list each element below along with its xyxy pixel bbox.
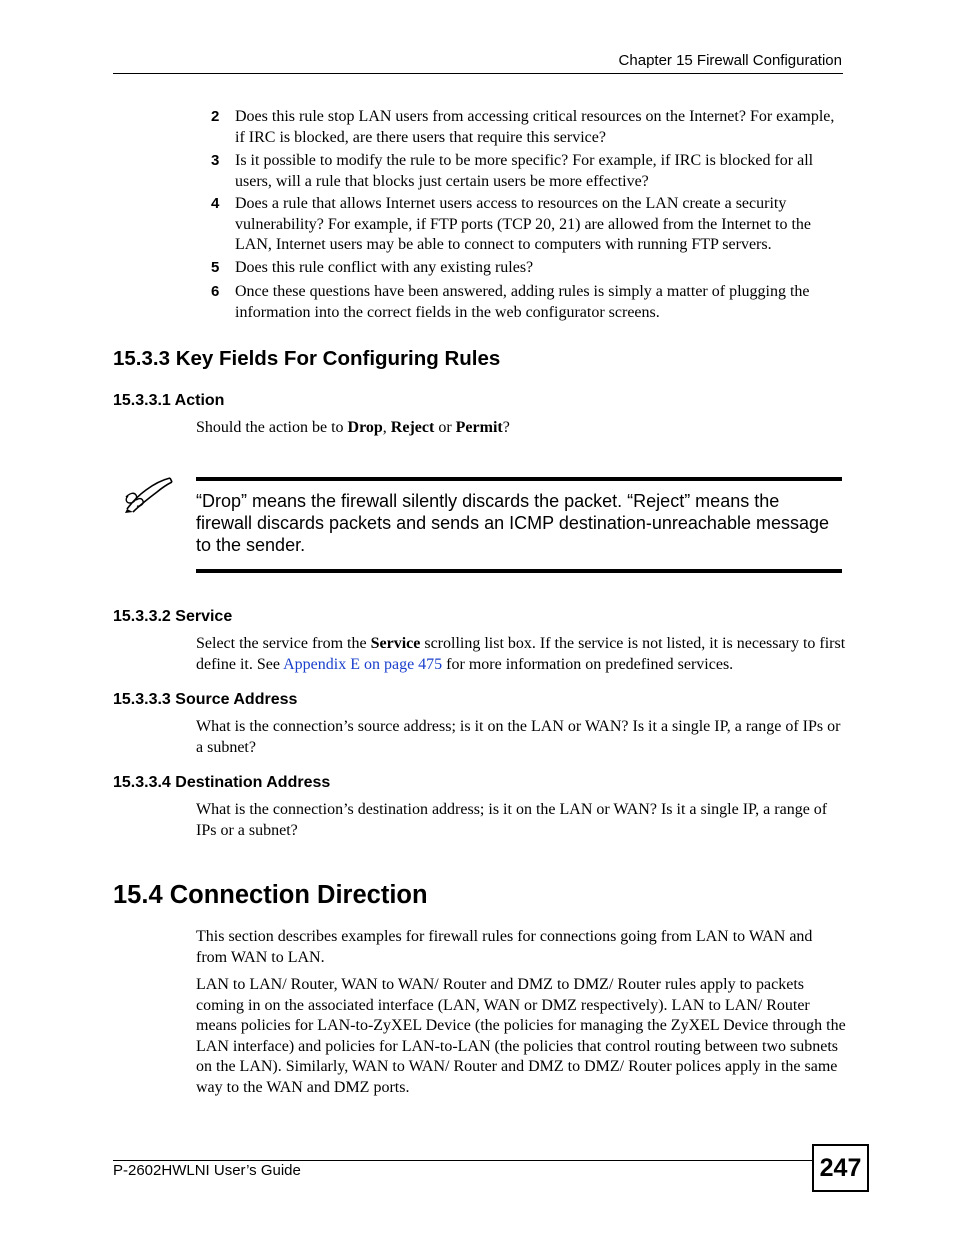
text: ? — [502, 419, 510, 436]
text: or — [434, 419, 456, 436]
appendix-link[interactable]: Appendix E on page 475 — [283, 655, 443, 673]
step-text: Does this rule stop LAN users from accessing critical resources on the Internet? For example, if IRC is blocked, are there users that require this service? — [235, 108, 835, 146]
text: for more information on predefined services. — [442, 655, 734, 673]
drop-term: Drop — [347, 419, 383, 436]
step-text: Does this rule conflict with any existing rules? — [235, 259, 534, 276]
step-number: 3 — [211, 152, 220, 169]
subsection-heading-source: 15.3.3.3 Source Address — [113, 691, 298, 708]
step-text: Is it possible to modify the rule to be more specific? For example, if IRC is blocked for all users, will a rule that blocks just certain users be more effective? — [235, 152, 814, 190]
section-heading: 15.3.3 Key Fields For Configuring Rules — [113, 347, 501, 370]
step-number: 4 — [211, 195, 220, 212]
subsection-heading-destination: 15.3.3.4 Destination Address — [113, 774, 331, 791]
action-paragraph — [196, 418, 846, 439]
list-item — [205, 151, 845, 192]
subsection-heading-service: 15.3.3.2 Service — [113, 608, 233, 625]
step-text: Once these questions have been answered, adding rules is simply a matter of plugging the information into the correct fields in the web configurator screens. — [235, 283, 810, 321]
guide-title: P-2602HWLNI User’s Guide — [113, 1162, 301, 1179]
step-number: 6 — [211, 283, 220, 300]
header-rule — [113, 73, 843, 74]
source-paragraph: What is the connection’s source address; is it on the LAN or WAN? Is it a single IP, a range of IPs or a subnet? — [196, 718, 841, 756]
page-number: 247 — [812, 1144, 869, 1192]
note-bottom-rule — [196, 569, 842, 573]
note-pencil-icon — [124, 476, 174, 514]
note-top-rule — [196, 477, 842, 481]
section-heading: 15.4 Connection Direction — [113, 881, 428, 909]
running-header: Chapter 15 Firewall Configuration — [618, 52, 842, 69]
connection-paragraph-2: LAN to LAN/ Router, WAN to WAN/ Router and DMZ to DMZ/ Router rules apply to packets coming in on the associated interface (LAN, WAN or DMZ respectively). LAN to LAN/ Router means policies for LAN-to-ZyXEL Device (the policies for managing the ZyXEL Device through the LAN interface) and policies for LAN-to-LAN (the policies that control routing between two subnets on the LAN). Similarly, WAN to WAN/ Router and DMZ to DMZ/ Router polices apply in the same way to the WAN and DMZ ports. — [196, 976, 846, 1096]
text: Should the action be to — [196, 419, 348, 436]
destination-paragraph: What is the connection’s destination address; is it on the LAN or WAN? Is it a single IP, a range of IPs or a subnet? — [196, 801, 828, 839]
service-term: Service — [370, 635, 421, 652]
permit-term: Permit — [455, 419, 503, 436]
service-paragraph — [196, 634, 846, 675]
text: Select the service from the — [196, 635, 371, 652]
connection-paragraph-1: This section describes examples for firewall rules for connections going from LAN to WAN and from WAN to LAN. — [196, 928, 813, 966]
step-number: 5 — [211, 259, 220, 276]
subsection-heading-action: 15.3.3.1 Action — [113, 392, 225, 409]
list-item — [205, 194, 845, 256]
reject-term: Reject — [390, 419, 435, 436]
text: scrolling list box. If the service is not listed, it is necessary to first define it. See — [196, 635, 846, 673]
text: , — [382, 419, 391, 436]
list-item — [205, 258, 845, 279]
list-item — [205, 282, 845, 323]
step-text: Does a rule that allows Internet users access to resources on the LAN create a security vulnerability? For example, if FTP ports (TCP 20, 21) are allowed from the Internet to the LAN, Internet users may be able to connect to computers with running FTP servers. — [235, 195, 812, 253]
list-item — [205, 107, 845, 148]
footer-rule — [113, 1160, 813, 1161]
note-text: “Drop” means the firewall silently discards the packet. “Reject” means the firewall discards packets and sends an ICMP destination-unreachable message to the sender. — [196, 491, 830, 555]
step-number: 2 — [211, 108, 220, 125]
